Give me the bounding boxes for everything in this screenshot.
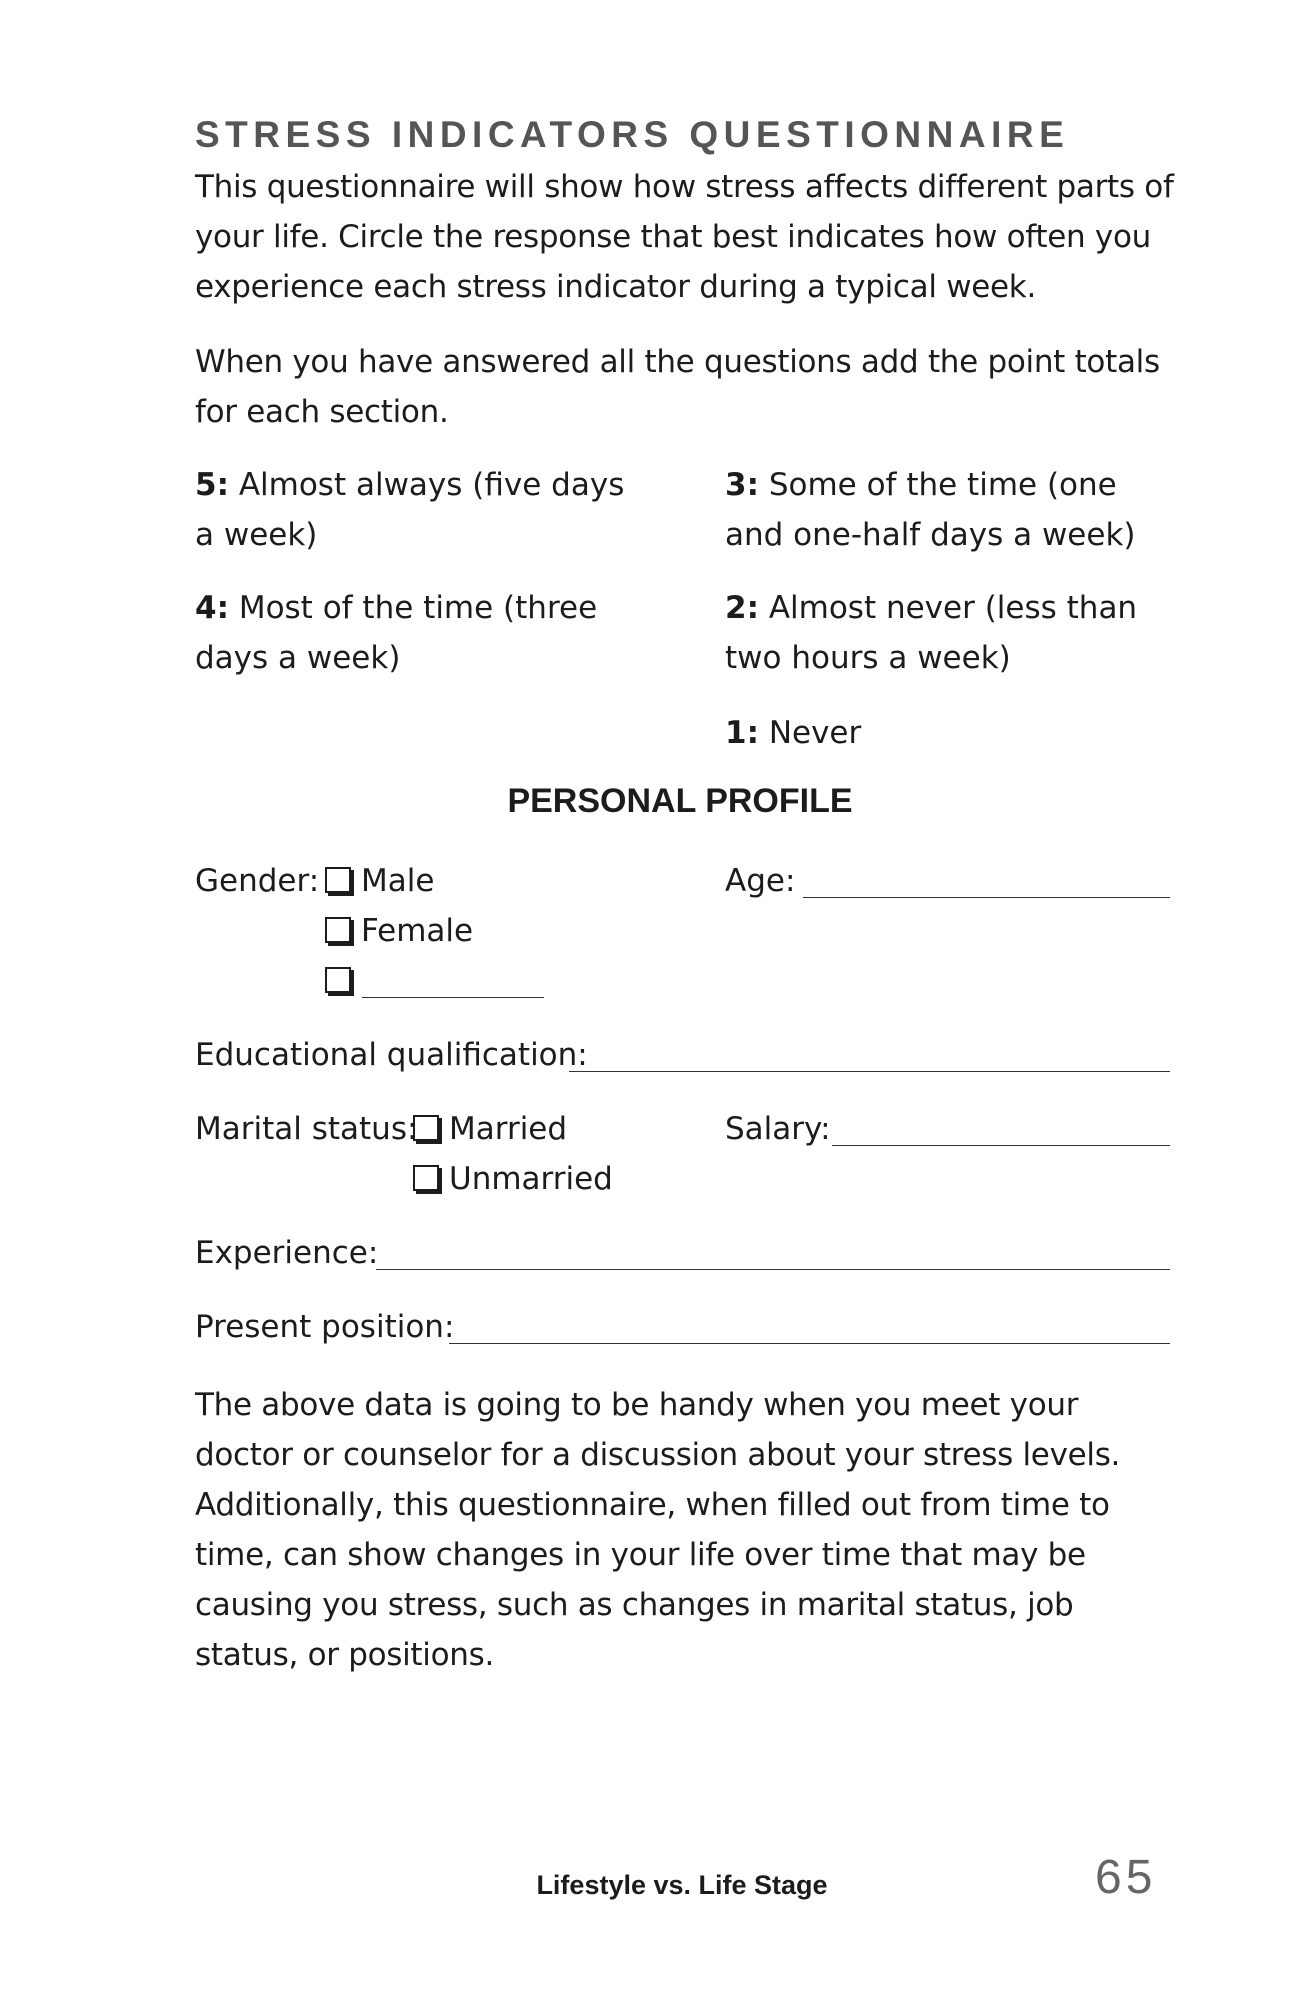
scale-score: 3: (725, 467, 759, 503)
checkbox-icon[interactable] (325, 867, 351, 893)
checkbox-icon[interactable] (413, 1115, 439, 1141)
position-line[interactable] (449, 1343, 1170, 1344)
scale-text: Some of the time (one and one-half days a week) (725, 467, 1136, 553)
education-label: Educational qualification: (195, 1037, 588, 1073)
scale-text: Almost never (less than two hours a week) (725, 590, 1138, 676)
scale-score: 4: (195, 590, 229, 626)
scale-text: Almost always (five days a week) (195, 467, 625, 553)
scale-item-3 (725, 460, 1175, 560)
scale-text: Never (758, 715, 862, 751)
checkbox-icon[interactable] (413, 1165, 439, 1191)
age-label: Age: (725, 863, 796, 899)
gender-other-line[interactable] (362, 997, 544, 998)
scale-score: 2: (725, 590, 759, 626)
scale-score: 5: (195, 467, 229, 503)
questionnaire-heading: STRESS INDICATORS QUESTIONNAIRE (195, 114, 1070, 155)
marital-option-unmarried[interactable] (413, 1154, 613, 1204)
gender-label: Gender: (195, 863, 320, 899)
profile-title: PERSONAL PROFILE (507, 782, 853, 820)
scale-item-1 (725, 708, 1155, 758)
footer-section-title: Lifestyle vs. Life Stage (536, 1870, 828, 1900)
scale-score: 1: (725, 715, 759, 751)
position-label: Present position: (195, 1309, 455, 1345)
checkbox-icon[interactable] (325, 917, 351, 943)
intro-paragraph: This questionnaire will show how stress affects different parts of your life. Circle the response that best indicates how often you experience each stress indicator during a typical week. (195, 169, 1174, 305)
salary-line[interactable] (832, 1145, 1170, 1146)
gender-option-label: Female (361, 913, 474, 949)
marital-option-married[interactable] (413, 1104, 567, 1154)
age-line[interactable] (803, 897, 1170, 898)
scale-item-2 (725, 583, 1175, 683)
marital-option-label: Unmarried (449, 1161, 613, 1197)
instruction-paragraph: When you have answered all the questions add the point totals for each section. (195, 344, 1160, 430)
scale-text: Most of the time (three days a week) (195, 590, 598, 676)
closing-paragraph: The above data is going to be handy when you meet your doctor or counselor for a discussion about your stress levels. Additionally, this questionnaire, when filled out from time to time, can show changes in your life over time that may be causing you stress, such as changes in marital status, job status, or positions. (195, 1387, 1121, 1673)
experience-label: Experience: (195, 1235, 379, 1271)
education-line[interactable] (569, 1071, 1170, 1072)
gender-option-other[interactable] (325, 956, 361, 1006)
gender-option-label: Male (361, 863, 435, 899)
scale-item-4 (195, 583, 625, 683)
salary-label: Salary: (725, 1111, 831, 1147)
marital-label: Marital status: (195, 1111, 418, 1147)
scale-item-5 (195, 460, 625, 560)
checkbox-icon[interactable] (325, 967, 351, 993)
experience-line[interactable] (376, 1269, 1170, 1270)
gender-option-female[interactable] (325, 906, 473, 956)
marital-option-label: Married (449, 1111, 568, 1147)
page-number: 65 (1095, 1851, 1157, 1904)
gender-option-male[interactable] (325, 856, 434, 906)
